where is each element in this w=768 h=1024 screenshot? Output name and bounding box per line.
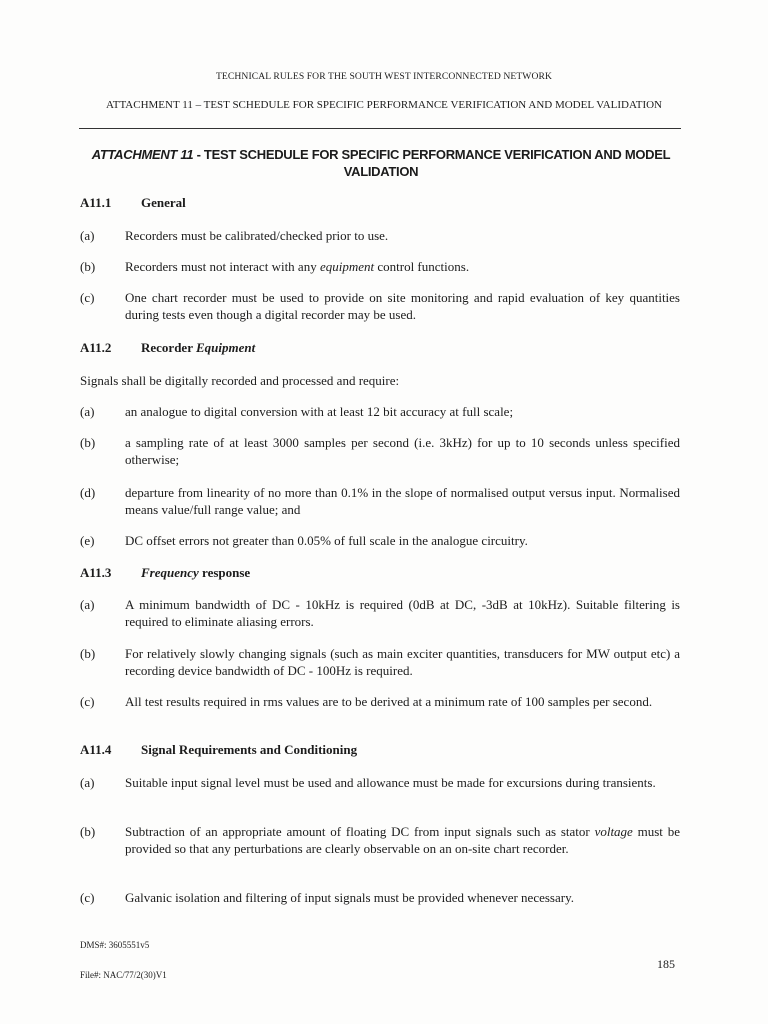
item-text-part: Subtraction of an appropriate amount of floating DC from input signals such as stator (125, 824, 595, 839)
footer-file-reference: File#: NAC/77/2(30)V1 (80, 970, 167, 980)
item-text: Recorders must be calibrated/checked prior to use. (125, 228, 389, 243)
header-divider (79, 128, 681, 129)
item-text: an analogue to digital conversion with at least 12 bit accuracy at full scale; (125, 404, 514, 419)
item-label: (a) (80, 597, 95, 612)
item-text-emphasis: equipment (319, 259, 375, 274)
section-title (141, 340, 255, 356)
section-title-emphasis: Equipment (195, 340, 256, 355)
section-title-emphasis: Frequency (141, 565, 199, 580)
page-title (80, 146, 682, 180)
page-title-rest: - TEST SCHEDULE FOR SPECIFIC PERFORMANCE VERIFICATION AND MODEL VALIDATION (193, 147, 671, 179)
item-text: A minimum bandwidth of DC - 10kHz is required (0dB at DC, -3dB at 10kHz). Suitable filtering is required to eliminate aliasing errors. (125, 597, 680, 629)
section-number: A11.2 (80, 340, 112, 355)
item-label: (a) (80, 775, 95, 790)
item-label: (a) (80, 228, 95, 243)
section-intro: Signals shall be digitally recorded and processed and require: (80, 373, 400, 388)
item-label: (c) (80, 290, 95, 305)
item-text: All test results required in rms values are to be derived at a minimum rate of 100 samples per second. (125, 694, 653, 709)
item-label: (c) (80, 694, 95, 709)
section-title: Signal Requirements and Conditioning (141, 742, 358, 757)
item-text: DC offset errors not greater than 0.05% of full scale in the analogue circuitry. (125, 533, 528, 548)
item-text (125, 823, 680, 857)
item-label: (e) (80, 533, 95, 548)
item-label: (b) (80, 646, 96, 661)
page-number: 185 (657, 957, 675, 971)
running-header-title: TECHNICAL RULES FOR THE SOUTH WEST INTERCONNECTED NETWORK (215, 71, 553, 82)
item-text: Suitable input signal level must be used and allowance must be made for excursions during transients. (125, 775, 656, 790)
section-number: A11.4 (80, 742, 112, 757)
item-label: (d) (80, 485, 96, 500)
item-text: Galvanic isolation and filtering of input signals must be provided whenever necessary. (125, 890, 574, 905)
item-label: (b) (80, 824, 96, 839)
section-number: A11.1 (80, 195, 112, 210)
item-text (125, 258, 680, 275)
item-text-part: must be provided so that any perturbations are clearly observable on an on-site chart recorder. (125, 824, 681, 856)
item-label: (a) (80, 404, 95, 419)
section-title-part: response (198, 565, 251, 580)
item-text-part: Recorders must not interact with any (125, 259, 320, 274)
item-text: departure from linearity of no more than 0.1% in the slope of normalised output versus input. Normalised means value/full range value; and (125, 485, 680, 517)
section-title (141, 565, 250, 581)
item-text: For relatively slowly changing signals (such as main exciter quantities, transducers for MW output etc) a recording device bandwidth of DC - 100Hz is required. (125, 646, 680, 678)
item-text-emphasis: voltage (594, 824, 633, 839)
footer-dms-reference: DMS#: 3605551v5 (80, 940, 150, 950)
item-text: One chart recorder must be used to provide on site monitoring and rapid evaluation of key quantities during tests even though a digital recorder may be used. (125, 290, 680, 322)
item-label: (c) (80, 890, 95, 905)
section-title-part: Recorder (141, 340, 196, 355)
section-number: A11.3 (80, 565, 112, 580)
item-text-part: control functions. (374, 259, 470, 274)
section-title: General (141, 195, 186, 210)
item-label: (b) (80, 435, 96, 450)
page-title-prefix: ATTACHMENT 11 (91, 147, 194, 162)
item-text: a sampling rate of at least 3000 samples per second (i.e. 3kHz) for up to 10 seconds unless specified otherwise; (125, 435, 680, 467)
running-header-subtitle: ATTACHMENT 11 – TEST SCHEDULE FOR SPECIFIC PERFORMANCE VERIFICATION AND MODEL VALIDATION (106, 99, 662, 111)
item-label: (b) (80, 259, 96, 274)
